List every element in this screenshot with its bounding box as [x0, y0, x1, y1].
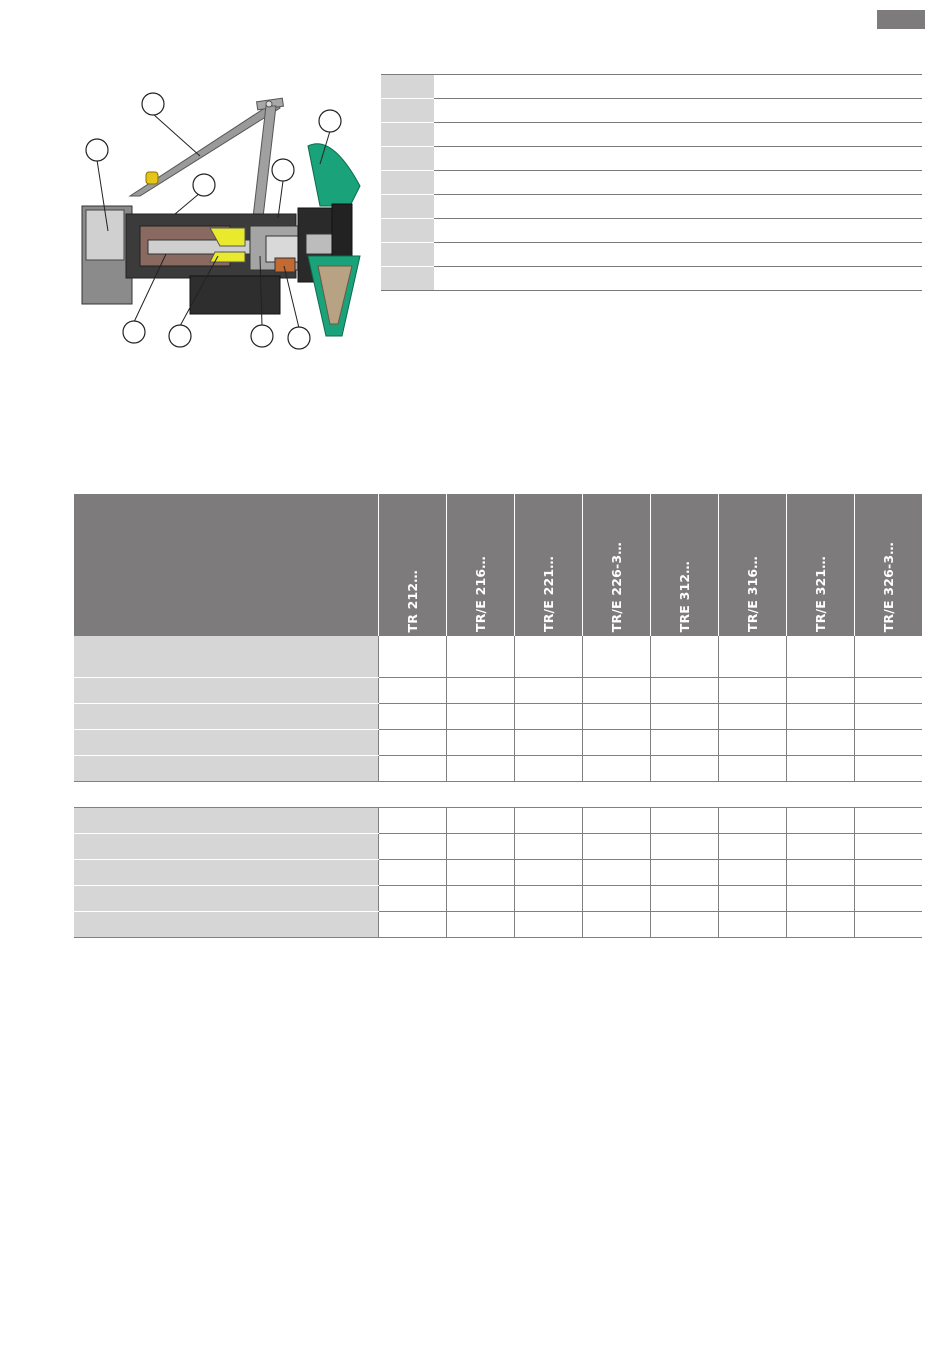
- legend-text: [434, 195, 922, 219]
- spec-cell: [718, 730, 786, 756]
- spec-cell: [786, 912, 854, 938]
- legend-row: [381, 171, 922, 195]
- spec-cell: [854, 860, 922, 886]
- spec-row: [74, 704, 922, 730]
- spec-cell: [379, 886, 447, 912]
- spec-cell: [786, 834, 854, 860]
- legend-num: [381, 99, 434, 123]
- spec-cell: [582, 636, 650, 678]
- spec-cell: [582, 808, 650, 834]
- spec-cell: [514, 886, 582, 912]
- legend-text: [434, 267, 922, 291]
- legend-num: [381, 243, 434, 267]
- legend-num: [381, 147, 434, 171]
- model-col-label: TR 212…: [404, 569, 420, 632]
- spec-cell: [379, 704, 447, 730]
- spec-cell: [446, 912, 514, 938]
- spec-cell: [514, 678, 582, 704]
- spec-row-label: [74, 636, 379, 678]
- model-spec-table: [74, 494, 922, 938]
- callout-7: [169, 325, 191, 347]
- model-col-header: [514, 494, 582, 636]
- callout-3: [86, 139, 108, 161]
- spec-row: [74, 912, 922, 938]
- spec-cell: [718, 860, 786, 886]
- model-col-label: TR/E 326-3…: [880, 541, 896, 632]
- spec-cell: [650, 886, 718, 912]
- legend-text: [434, 219, 922, 243]
- model-col-header: [379, 494, 447, 636]
- spec-cell: [786, 886, 854, 912]
- legend-row: [381, 123, 922, 147]
- spec-cell: [446, 886, 514, 912]
- legend-row: [381, 99, 922, 123]
- legend-num: [381, 267, 434, 291]
- spec-cell: [854, 886, 922, 912]
- spec-cell: [379, 912, 447, 938]
- lifting-bracket: [130, 98, 283, 226]
- model-col-label: TR/E 226-3…: [608, 541, 624, 632]
- legend-row: [381, 195, 922, 219]
- legend-text: [434, 123, 922, 147]
- legend-row: [381, 243, 922, 267]
- spec-cell: [854, 636, 922, 678]
- spec-cell: [650, 636, 718, 678]
- spec-cell: [582, 756, 650, 782]
- legend-num: [381, 219, 434, 243]
- legend-row: [381, 219, 922, 243]
- spec-cell: [718, 886, 786, 912]
- spec-cell: [650, 860, 718, 886]
- spec-cell: [718, 756, 786, 782]
- spec-cell: [514, 860, 582, 886]
- spec-cell: [446, 756, 514, 782]
- spec-row-label: [74, 730, 379, 756]
- spec-cell: [582, 860, 650, 886]
- spec-row-label: [74, 886, 379, 912]
- spec-cell: [854, 834, 922, 860]
- spec-row-label: [74, 912, 379, 938]
- spec-row-label: [74, 808, 379, 834]
- callout-6: [123, 321, 145, 343]
- spec-cell: [786, 756, 854, 782]
- mixer-cutaway-figure: [70, 86, 370, 356]
- model-col-header: [854, 494, 922, 636]
- spec-cell: [718, 912, 786, 938]
- model-col-label: TR/E 221…: [540, 555, 556, 632]
- spec-cell: [446, 678, 514, 704]
- callout-5: [272, 159, 294, 181]
- spec-header-corner: [74, 494, 379, 636]
- model-col-header: [786, 494, 854, 636]
- page-tab-marker: [877, 10, 925, 29]
- spec-cell: [718, 636, 786, 678]
- model-col-label: TR/E 316…: [744, 555, 760, 632]
- legend-row: [381, 267, 922, 291]
- spec-cell: [854, 704, 922, 730]
- spec-cell: [379, 756, 447, 782]
- spec-cell: [514, 730, 582, 756]
- spec-cell: [379, 678, 447, 704]
- legend-num: [381, 75, 434, 99]
- spec-row-label: [74, 704, 379, 730]
- spec-cell: [514, 636, 582, 678]
- legend-text: [434, 99, 922, 123]
- spec-row: [74, 730, 922, 756]
- spec-cell: [582, 912, 650, 938]
- spec-cell: [446, 834, 514, 860]
- spec-cell: [718, 678, 786, 704]
- spec-cell: [786, 636, 854, 678]
- callout-1: [142, 93, 164, 115]
- spec-cell: [650, 808, 718, 834]
- spec-gap-cell: [74, 782, 922, 808]
- spec-cell: [854, 912, 922, 938]
- callout-2: [319, 110, 341, 132]
- model-col-header: [718, 494, 786, 636]
- spec-cell: [514, 704, 582, 730]
- spec-cell: [650, 756, 718, 782]
- legend-row: [381, 75, 922, 99]
- spec-row-label: [74, 834, 379, 860]
- spec-cell: [446, 704, 514, 730]
- spec-cell: [650, 834, 718, 860]
- spec-cell: [854, 756, 922, 782]
- spec-cell: [514, 808, 582, 834]
- legend-row: [381, 147, 922, 171]
- spec-cell: [514, 756, 582, 782]
- spec-row: [74, 808, 922, 834]
- spec-cell: [854, 730, 922, 756]
- spec-cell: [650, 678, 718, 704]
- spec-cell: [379, 860, 447, 886]
- legend-text: [434, 243, 922, 267]
- legend-text: [434, 171, 922, 195]
- spec-cell: [514, 834, 582, 860]
- spec-cell: [786, 704, 854, 730]
- spec-cell: [446, 730, 514, 756]
- legend-text: [434, 147, 922, 171]
- spec-cell: [718, 808, 786, 834]
- spec-row: [74, 678, 922, 704]
- spec-row-label: [74, 860, 379, 886]
- spec-cell: [718, 834, 786, 860]
- model-col-header: [446, 494, 514, 636]
- spec-row-label: [74, 678, 379, 704]
- spec-cell: [582, 834, 650, 860]
- spec-cell: [786, 860, 854, 886]
- spec-row: [74, 756, 922, 782]
- model-col-label: TRE 312…: [676, 560, 692, 632]
- spec-cell: [379, 730, 447, 756]
- spec-row-label: [74, 756, 379, 782]
- spec-cell: [514, 912, 582, 938]
- legend-text: [434, 75, 922, 99]
- spec-cell: [854, 808, 922, 834]
- callout-4: [193, 174, 215, 196]
- spec-cell: [650, 704, 718, 730]
- spec-cell: [582, 886, 650, 912]
- spec-cell: [582, 678, 650, 704]
- spec-cell: [446, 636, 514, 678]
- spec-cell: [650, 730, 718, 756]
- spec-cell: [650, 912, 718, 938]
- spec-row: [74, 636, 922, 678]
- spec-cell: [786, 730, 854, 756]
- model-col-label: TR/E 216…: [472, 555, 488, 632]
- legend-num: [381, 195, 434, 219]
- figure-legend-table: [381, 74, 922, 291]
- spec-cell: [379, 808, 447, 834]
- spec-section-gap: [74, 782, 922, 808]
- spec-cell: [379, 834, 447, 860]
- model-col-header: [582, 494, 650, 636]
- spec-header-row: [74, 494, 922, 636]
- legend-num: [381, 171, 434, 195]
- spec-row: [74, 834, 922, 860]
- spec-cell: [582, 730, 650, 756]
- spec-row: [74, 860, 922, 886]
- legend-num: [381, 123, 434, 147]
- spec-cell: [786, 678, 854, 704]
- model-col-header: [650, 494, 718, 636]
- callout-8: [251, 325, 273, 347]
- callout-9: [288, 327, 310, 349]
- spec-cell: [718, 704, 786, 730]
- spec-cell: [786, 808, 854, 834]
- spec-cell: [446, 860, 514, 886]
- spec-row: [74, 886, 922, 912]
- model-col-label: TR/E 321…: [812, 555, 828, 632]
- spec-cell: [854, 678, 922, 704]
- spec-cell: [582, 704, 650, 730]
- spec-cell: [446, 808, 514, 834]
- spec-cell: [379, 636, 447, 678]
